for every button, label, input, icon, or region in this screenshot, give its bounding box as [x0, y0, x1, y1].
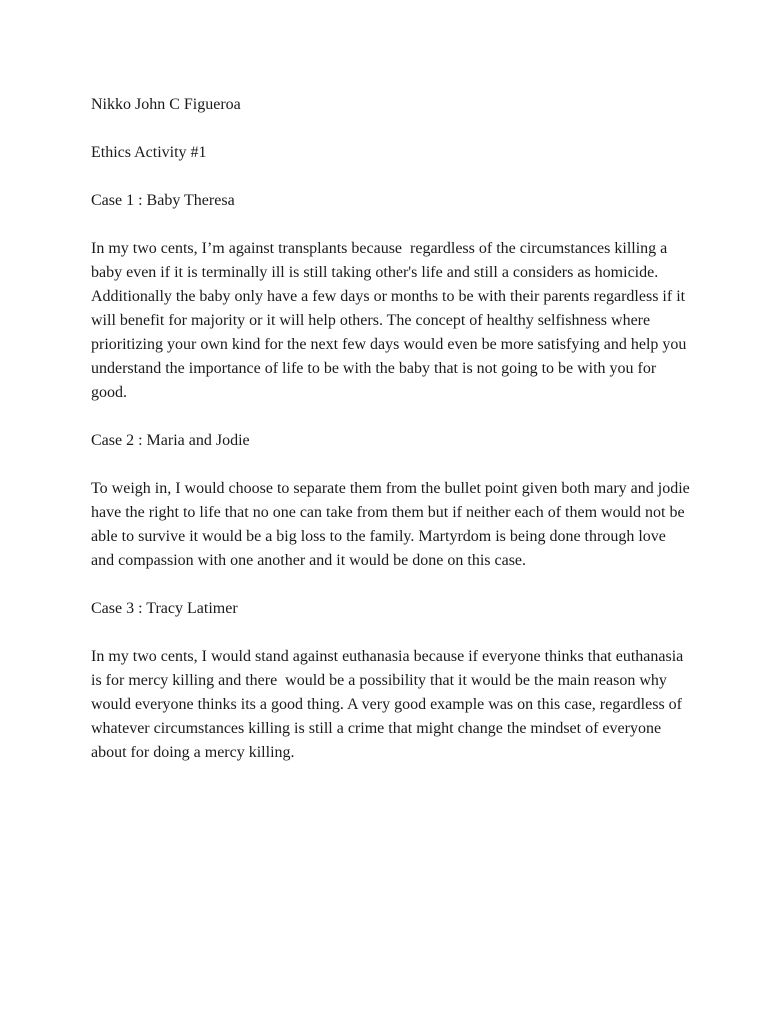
document-content: [91, 93, 694, 789]
case-1-body: In my two cents, I’m against transplants because regardless of the circumstances killing a baby even if it is terminally ill is still taking other's life and still a considers as homicide. Additionally the baby only have a few days or months to be with their parents regardless if it will benefit for majority or it will help others. The concept of healthy selfishness where prioritizing your own kind for the next few days would even be more satisfying and help you understand the importance of life to be with the baby that is not going to be with you for good.: [91, 240, 691, 401]
case-2-heading: Case 2 : Maria and Jodie: [91, 432, 250, 449]
case-3-body: In my two cents, I would stand against euthanasia because if everyone thinks that euthanasia is for mercy killing and there would be a possibility that it would be the main reason why would everyone thinks its a good thing. A very good example was on this case, regardless of whatever circumstances killing is still a crime that might change the mindset of everyone about for doing a mercy killing.: [91, 648, 688, 761]
activity-title: Ethics Activity #1: [91, 144, 207, 161]
case-2-body: To weigh in, I would choose to separate them from the bullet point given both mary and jodie have the right to life that no one can take from them but if neither each of them would not be able to survive it would be a big loss to the family. Martyrdom is being done through love and compassion with one another and it would be done on this case.: [91, 480, 694, 569]
author-name: Nikko John C Figueroa: [91, 96, 241, 113]
case-3-heading: Case 3 : Tracy Latimer: [91, 600, 238, 617]
case-1-heading: Case 1 : Baby Theresa: [91, 192, 235, 209]
